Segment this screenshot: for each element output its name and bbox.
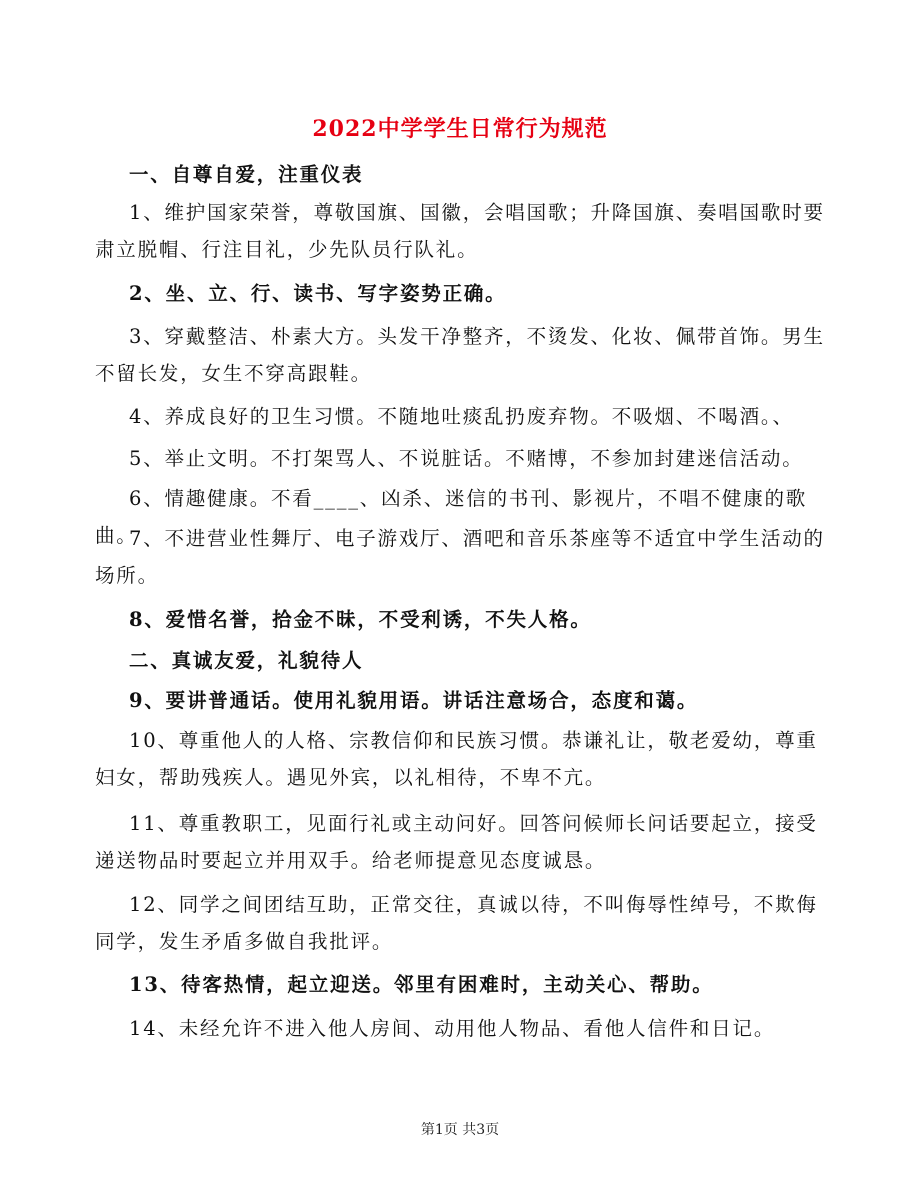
- paragraph-item-6: 6、情趣健康。不看____、凶杀、迷信的书刊、影视片，不唱不健康的歌曲。: [95, 487, 808, 547]
- paragraph-item-13: 13、待客热情，起立迎送。邻里有困难时，主动关心、帮助。: [129, 973, 714, 996]
- paragraph-item-14: 14、未经允许不进入他人房间、动用他人物品、看他人信件和日记。: [129, 1017, 776, 1040]
- paragraph-item-4: 4、养成良好的卫生习惯。不随地吐痰乱扔废弃物。不吸烟、不喝酒。、: [129, 405, 794, 428]
- page-number-footer: 第1页 共3页: [420, 1122, 500, 1138]
- paragraph-item-8: 8、爱惜名誉，拾金不昧，不受利诱，不失人格。: [129, 608, 592, 631]
- paragraph-item-12: 12、同学之间团结互助，正常交往，真诚以待，不叫侮辱性绰号，不欺侮同学，发生矛盾多做自我批评。: [95, 893, 818, 953]
- paragraph-item-1: 1、维护国家荣誉，尊敬国旗、国徽，会唱国歌；升降国旗、奏唱国歌时要肃立脱帽、行注目礼，少先队员行队礼。: [95, 201, 825, 261]
- paragraph-item-7: 7、不进营业性舞厅、电子游戏厅、酒吧和音乐茶座等不适宜中学生活动的场所。: [95, 527, 825, 587]
- paragraph-item-2: 2、坐、立、行、读书、写字姿势正确。: [129, 282, 507, 305]
- paragraph-item-10: 10、尊重他人的人格、宗教信仰和民族习惯。恭谦礼让，敬老爱幼，尊重妇女，帮助残疾人。遇见外宾，以礼相待，不卑不亢。: [95, 729, 818, 789]
- section-heading-1: 一、自尊自爱，注重仪表: [129, 163, 364, 186]
- section-heading-2: 二、真诚友爱，礼貌待人: [129, 649, 364, 672]
- document-title: 2022中学学生日常行为规范: [312, 116, 608, 142]
- paragraph-item-11: 11、尊重教职工，见面行礼或主动问好。回答问候师长问话要起立，接受递送物品时要起立并用双手。给老师提意见态度诚恳。: [95, 812, 818, 872]
- paragraph-item-5: 5、举止文明。不打架骂人、不说脏话。不赌博，不参加封建迷信活动。: [129, 447, 804, 470]
- paragraph-item-3: 3、穿戴整洁、朴素大方。头发干净整齐，不烫发、化妆、佩带首饰。男生不留长发，女生不穿高跟鞋。: [95, 325, 825, 385]
- paragraph-item-9: 9、要讲普通话。使用礼貌用语。讲话注意场合，态度和蔼。: [129, 689, 699, 712]
